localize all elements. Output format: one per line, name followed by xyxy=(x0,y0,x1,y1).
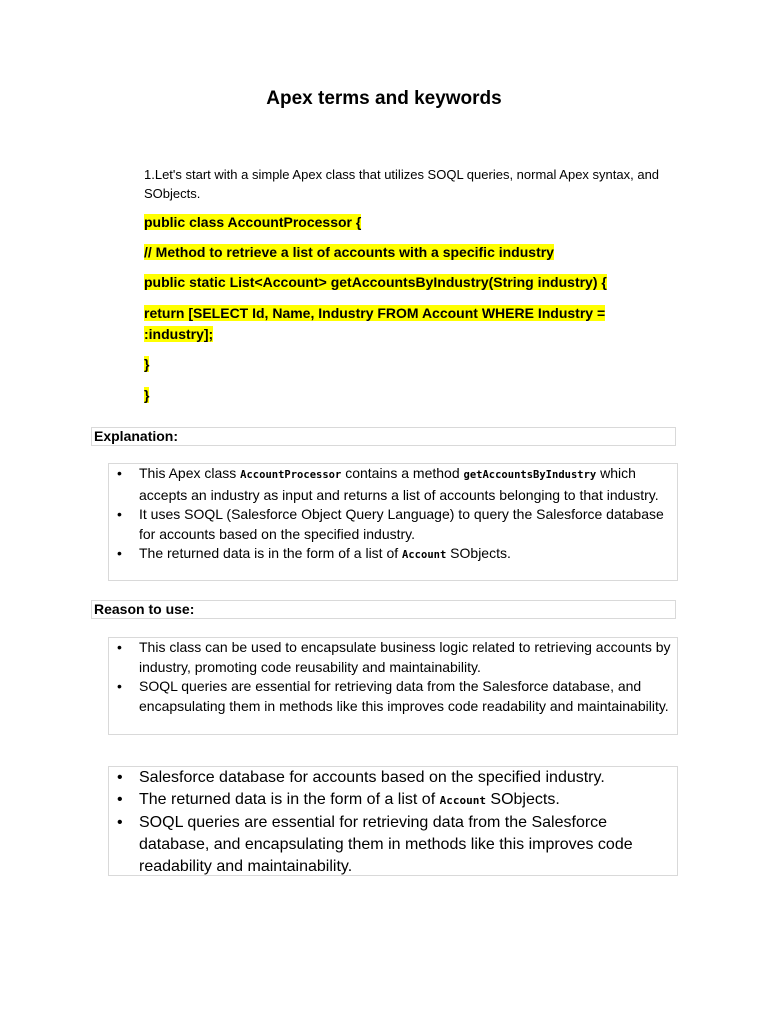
page-title: Apex terms and keywords xyxy=(266,88,502,109)
list-item-text: SObjects. xyxy=(485,791,560,808)
list-item-text: SObjects. xyxy=(446,545,511,561)
list-item: • This class can be used to encapsulate business logic related to retrieving accounts by industry, promoting code reusability and maintainability. xyxy=(109,638,677,677)
code-text: return [SELECT Id, Name, Industry FROM Account WHERE Industry = :industry]; xyxy=(144,305,606,342)
intro-paragraph: 1.Let's start with a simple Apex class that utilizes SOQL queries, normal Apex syntax, and SObjects. xyxy=(144,167,660,201)
code-type-name: Account xyxy=(439,794,486,807)
code-type-name: Account xyxy=(402,549,447,561)
list-item xyxy=(109,544,677,566)
list-item: • Salesforce database for accounts based on the specified industry. xyxy=(109,767,677,789)
list-item xyxy=(109,464,677,505)
code-class-name: AccountProcessor xyxy=(240,469,342,481)
list-item-text: The returned data is in the form of a list of xyxy=(139,545,403,561)
list-item-text: The returned data is in the form of a list of xyxy=(139,791,440,808)
code-text: // Method to retrieve a list of accounts with a specific industry xyxy=(144,244,554,260)
list-item: • SOQL queries are essential for retrieving data from the Salesforce database, and encapsulating them in methods like this improves code readability and maintainability. xyxy=(109,677,677,716)
explanation-list xyxy=(108,463,678,581)
code-line-closing-brace xyxy=(144,354,634,375)
code-line-class-declaration xyxy=(144,212,634,233)
list-item: • It uses SOQL (Salesforce Object Query Language) to query the Salesforce database for accounts based on the specified industry. xyxy=(109,505,677,544)
code-text: } xyxy=(144,387,150,403)
summary-list xyxy=(108,766,678,876)
code-text: public class AccountProcessor { xyxy=(144,214,362,230)
explanation-heading: Explanation: xyxy=(91,427,676,446)
reason-heading: Reason to use: xyxy=(91,600,676,619)
code-line-comment xyxy=(144,242,634,263)
list-item: • SOQL queries are essential for retrieving data from the Salesforce database, and encapsulating them in methods like this improves code readability and maintainability. xyxy=(109,812,677,878)
list-item-text: which accepts an industry as input and returns a list of accounts belonging to that industry. xyxy=(139,465,659,503)
code-text: public static List<Account> getAccountsByIndustry(String industry) { xyxy=(144,274,607,290)
code-line-return-query xyxy=(144,303,634,345)
code-line-method-signature xyxy=(144,272,634,293)
code-line-closing-brace xyxy=(144,385,634,406)
list-item-text: contains a method xyxy=(341,465,464,481)
code-text: } xyxy=(144,356,150,372)
code-method-name: getAccountsByIndustry xyxy=(463,469,597,481)
list-item xyxy=(109,789,677,812)
reason-list xyxy=(108,637,678,735)
list-item-text: This Apex class xyxy=(139,465,241,481)
